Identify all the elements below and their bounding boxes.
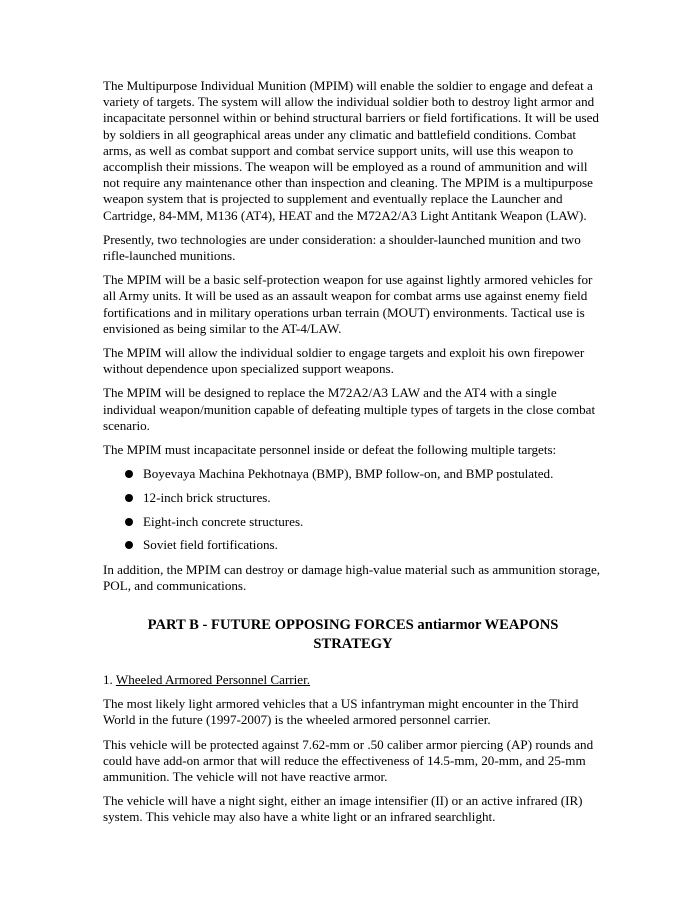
list-item-text: 12-inch brick structures. bbox=[143, 489, 271, 505]
bullet-icon bbox=[125, 494, 133, 502]
section-heading: PART B - FUTURE OPPOSING FORCES antiarmor WEAPONS STRATEGY bbox=[147, 616, 559, 652]
list-item-text: Boyevaya Machina Pekhotnaya (BMP), BMP follow-on, and BMP postulated. bbox=[143, 466, 554, 482]
paragraph-night-sight: The vehicle will have a night sight, either an image intensifier (II) or an active infrared (IR) system. This vehicle may also have a white light or an infrared searchlight. bbox=[103, 793, 583, 825]
list-item bbox=[103, 537, 603, 553]
bullet-icon bbox=[125, 541, 133, 549]
paragraph-replacement: The MPIM will be designed to replace the M72A2/A3 LAW and the AT4 with a single individual weapon/munition capable of defeating multiple types of targets in the close combat scenario. bbox=[103, 385, 596, 433]
subsection-title: Wheeled Armored Personnel Carrier. bbox=[115, 671, 311, 687]
targets-list bbox=[103, 466, 603, 553]
list-item bbox=[103, 490, 603, 506]
bullet-icon bbox=[125, 518, 133, 526]
list-item-text: Eight-inch concrete structures. bbox=[143, 513, 304, 529]
paragraph-technologies: Presently, two technologies are under consideration: a shoulder-launched munition and two rifle-launched munitions. bbox=[103, 231, 581, 264]
list-item bbox=[103, 466, 603, 482]
list-item bbox=[103, 514, 603, 530]
paragraph-firepower: The MPIM will allow the individual soldier to engage targets and exploit his own firepower without dependence upon specialized support weapons. bbox=[103, 345, 585, 377]
paragraph-mpim-intro: The Multipurpose Individual Munition (MPIM) will enable the soldier to engage and defeat a variety of targets. The system will allow the individual soldier both to destroy light armor and incapacitate personnel within or behind structural barriers or field fortifications. It will be used by soldiers in all geographical areas under any climatic and battlefield conditions. Combat arms, as well as combat support and combat service support units, will use this weapon to accomplish their missions. The weapon will be employed as a round of ammunition and will not require any maintenance other than inspection and cleaning. The MPIM is a multipurpose weapon system that is projected to supplement and eventually replace the Launcher and Cartridge, 84-MM, M136 (AT4), HEAT and the M72A2/A3 Light Antitank Weapon (LAW). bbox=[103, 78, 599, 223]
paragraph-protection: This vehicle will be protected against 7.62-mm or .50 caliber armor piercing (AP) rounds and could have add-on armor that will reduce the effectiveness of 14.5-mm, 20-mm, and 25-mm ammunition. The vehicle will not have reactive armor. bbox=[103, 736, 594, 784]
paragraph-high-value-material: In addition, the MPIM can destroy or damage high-value material such as ammunition storage, POL, and communications. bbox=[103, 561, 601, 593]
subsection-number: 1. bbox=[103, 671, 113, 687]
paragraph-self-protection: The MPIM will be a basic self-protection weapon for use against lightly armored vehicles for all Army units. It will be used as an assault weapon for combat arms use against enemy field fortifications and in military operations urban terrain (MOUT) environments. Tactical use is envisioned as being similar to the AT-4/LAW. bbox=[103, 272, 593, 336]
list-item-text: Soviet field fortifications. bbox=[143, 537, 278, 553]
subsection-heading bbox=[103, 672, 603, 688]
document-page bbox=[103, 78, 603, 834]
paragraph-likely-vehicle: The most likely light armored vehicles that a US infantryman might encounter in the Third World in the future (1997-2007) is the wheeled armored personnel carrier. bbox=[103, 696, 579, 728]
paragraph-targets-intro: The MPIM must incapacitate personnel inside or defeat the following multiple targets: bbox=[103, 442, 557, 458]
bullet-icon bbox=[125, 470, 133, 478]
